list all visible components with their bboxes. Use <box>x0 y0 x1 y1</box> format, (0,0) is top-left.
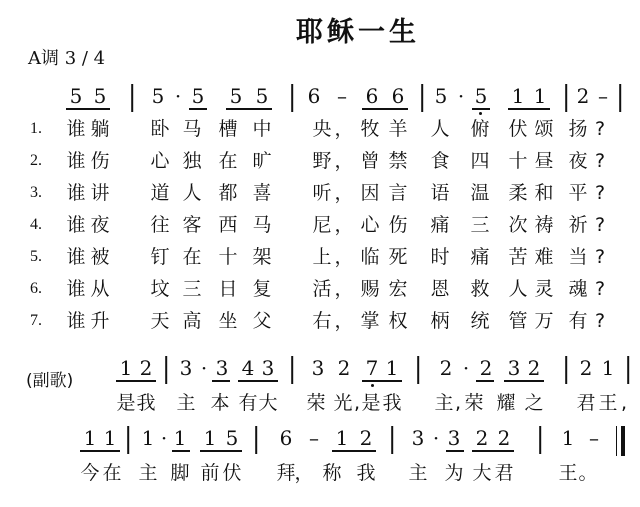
lyric-char: 是 <box>116 392 136 414</box>
note: 5 <box>191 84 205 108</box>
underline <box>66 108 110 110</box>
verse-number: 6. <box>30 280 42 297</box>
lyric-char: 和 <box>534 182 554 204</box>
lyric-char: 人 <box>508 278 528 300</box>
lyric-char: 槽 <box>218 118 238 140</box>
dash: – <box>589 426 599 450</box>
lyric-char: 苦 <box>508 246 528 268</box>
key-signature: A调 3 / 4 <box>28 48 106 69</box>
note: 2 <box>337 356 351 380</box>
lyric-char: 人 <box>430 118 450 140</box>
note: 2 <box>527 356 541 380</box>
note: 2 <box>479 356 493 380</box>
note: 3 <box>179 356 193 380</box>
lyric-char: 权 <box>388 310 408 332</box>
lyric-char: 当 <box>568 246 588 268</box>
lyric-punct: ? <box>594 150 606 172</box>
lyric-char: 谁 <box>66 278 86 300</box>
note: 7 <box>365 356 379 380</box>
lyric-punct: , <box>454 392 462 414</box>
lyric-char: 食 <box>430 150 450 172</box>
verse-number: 3. <box>30 184 42 201</box>
lyric-char: 都 <box>218 182 238 204</box>
verse-number: 2. <box>30 152 42 169</box>
lyric-char: 伤 <box>388 214 408 236</box>
lyric-char: 之 <box>524 392 544 414</box>
lyric-char: 掌 <box>360 310 380 332</box>
lyric-char: 荣 <box>464 392 484 414</box>
lyric-char: 坟 <box>150 278 170 300</box>
lyric-char: 耀 <box>496 392 516 414</box>
verse-line-5 <box>0 246 640 270</box>
note: 2 <box>576 84 590 108</box>
final-barline-thick <box>621 426 625 456</box>
underline <box>508 108 550 110</box>
note: 1 <box>601 356 615 380</box>
note: 1 <box>385 356 399 380</box>
lyric-char: 架 <box>252 246 272 268</box>
lyric-char: 万 <box>534 310 554 332</box>
lyric-char: 躺 <box>90 118 110 140</box>
underline <box>116 380 156 382</box>
barline <box>127 426 129 454</box>
lyric-char: 四 <box>470 150 490 172</box>
lyric-punct: ， <box>334 310 354 332</box>
underline <box>472 450 514 452</box>
note: 3 <box>411 426 425 450</box>
lyric-char: 谁 <box>66 182 86 204</box>
lyric-char: 尼 <box>312 214 332 236</box>
verse-melody-line <box>0 84 640 114</box>
lyric-char: 伏 <box>222 462 242 484</box>
lyric-char: 活 <box>312 278 332 300</box>
verse-line-4 <box>0 214 640 238</box>
dot: · <box>457 84 465 108</box>
verse-line-2 <box>0 150 640 174</box>
lyric-char: 柔 <box>508 182 528 204</box>
lyric-char: 在 <box>218 150 238 172</box>
lyric-punct: ? <box>594 118 606 140</box>
lyric-char: 平 <box>568 182 588 204</box>
underline <box>238 380 278 382</box>
lyric-char: 扬 <box>568 118 588 140</box>
note: 3 <box>311 356 325 380</box>
lyric-punct: ， <box>334 182 354 204</box>
lyric-char: 西 <box>218 214 238 236</box>
barline <box>627 356 629 384</box>
note: 2 <box>439 356 453 380</box>
lyric-punct: ， <box>334 246 354 268</box>
lyric-char: 喜 <box>252 182 272 204</box>
chorus-melody-line-2 <box>0 426 640 456</box>
lyric-char: 谁 <box>66 214 86 236</box>
lyric-char: 赐 <box>360 278 380 300</box>
lyric-char: 父 <box>252 310 272 332</box>
verse-number: 4. <box>30 216 42 233</box>
lyric-char: 我 <box>136 392 156 414</box>
lyric-punct: ? <box>594 278 606 300</box>
dot: · <box>462 356 470 380</box>
lyric-char: 马 <box>182 118 202 140</box>
lyric-char: 是 <box>361 392 381 414</box>
lyric-punct: 。 <box>578 462 598 484</box>
underline <box>212 380 230 382</box>
chorus-lyrics-2 <box>0 462 640 486</box>
verse-line-1 <box>0 118 640 142</box>
lyric-char: 主 <box>176 392 196 414</box>
lyric-char: 曾 <box>360 150 380 172</box>
lyric-char: 天 <box>150 310 170 332</box>
barline <box>421 84 423 112</box>
verse-number: 1. <box>30 120 42 137</box>
underline <box>200 450 242 452</box>
lyric-char: 禁 <box>388 150 408 172</box>
lyric-char: 统 <box>470 310 490 332</box>
dot: · <box>200 356 208 380</box>
verse-number: 5. <box>30 248 42 265</box>
lyric-char: 伤 <box>90 150 110 172</box>
lyric-char: 右 <box>312 310 332 332</box>
lyric-char: 管 <box>508 310 528 332</box>
note: 6 <box>307 84 321 108</box>
lyric-char: 人 <box>182 182 202 204</box>
underline <box>472 108 490 110</box>
lyric-char: 道 <box>150 182 170 204</box>
note: 3 <box>261 356 275 380</box>
final-barline-thin <box>616 426 617 456</box>
lyric-char: 谁 <box>66 118 86 140</box>
lyric-char: 我 <box>356 462 376 484</box>
lyric-char: 拜 <box>276 462 296 484</box>
barline <box>291 356 293 384</box>
lyric-char: 王 <box>598 392 618 414</box>
lyric-char: 日 <box>218 278 238 300</box>
barline <box>165 356 167 384</box>
note: 5 <box>229 84 243 108</box>
lyric-char: 君 <box>494 462 514 484</box>
lyric-char: 伏 <box>508 118 528 140</box>
barline <box>619 84 621 112</box>
lyric-punct: , <box>620 392 628 414</box>
lyric-char: 马 <box>252 214 272 236</box>
lyric-punct: ? <box>594 214 606 236</box>
lyric-punct: ， <box>334 278 354 300</box>
lyric-char: 时 <box>430 246 450 268</box>
lyric-char: 前 <box>200 462 220 484</box>
lyric-char: 坐 <box>218 310 238 332</box>
note: 1 <box>335 426 349 450</box>
lyric-char: 次 <box>508 214 528 236</box>
lyric-char: 光 <box>333 392 353 414</box>
barline <box>391 426 393 454</box>
lyric-char: 我 <box>382 392 402 414</box>
note: 1 <box>511 84 525 108</box>
dash: – <box>309 426 319 450</box>
lyric-char: 有 <box>238 392 258 414</box>
note: 2 <box>579 356 593 380</box>
lyric-char: 主 <box>138 462 158 484</box>
verse-number: 7. <box>30 312 42 329</box>
lyric-char: 野 <box>312 150 332 172</box>
lyric-punct: ， <box>294 462 314 484</box>
lyric-char: 本 <box>210 392 230 414</box>
dash: – <box>337 84 347 108</box>
note: 1 <box>203 426 217 450</box>
lyric-char: 昼 <box>534 150 554 172</box>
lyric-char: 讲 <box>90 182 110 204</box>
lyric-char: 魂 <box>568 278 588 300</box>
lyric-char: 羊 <box>388 118 408 140</box>
note: 2 <box>359 426 373 450</box>
note: 3 <box>215 356 229 380</box>
lyric-char: 三 <box>182 278 202 300</box>
lyric-char: 在 <box>102 462 122 484</box>
lyric-char: 王 <box>558 462 578 484</box>
chorus-melody-line-1 <box>0 356 640 386</box>
lyric-char: 独 <box>182 150 202 172</box>
note: 1 <box>83 426 97 450</box>
barline <box>565 84 567 112</box>
lyric-char: 祷 <box>534 214 554 236</box>
note: 1 <box>119 356 133 380</box>
note: 1 <box>561 426 575 450</box>
lyric-char: 听 <box>312 182 332 204</box>
lyric-char: 温 <box>470 182 490 204</box>
lyric-char: 心 <box>150 150 170 172</box>
barline <box>539 426 541 454</box>
dot: · <box>432 426 440 450</box>
lyric-char: 心 <box>360 214 380 236</box>
note: 6 <box>279 426 293 450</box>
barline <box>565 356 567 384</box>
octave-dot <box>479 112 482 115</box>
underline <box>362 108 408 110</box>
lyric-char: 上 <box>312 246 332 268</box>
dot: · <box>174 84 182 108</box>
verse-line-6 <box>0 278 640 302</box>
underline <box>226 108 272 110</box>
lyric-char: 谁 <box>66 246 86 268</box>
underline <box>362 380 402 382</box>
lyric-char: 夜 <box>90 214 110 236</box>
lyric-char: 因 <box>360 182 380 204</box>
lyric-char: 钉 <box>150 246 170 268</box>
note: 5 <box>93 84 107 108</box>
lyric-char: 救 <box>470 278 490 300</box>
dash: – <box>598 84 608 108</box>
note: 1 <box>103 426 117 450</box>
lyric-char: 灵 <box>534 278 554 300</box>
note: 2 <box>497 426 511 450</box>
underline <box>332 450 376 452</box>
lyric-char: 死 <box>388 246 408 268</box>
lyric-char: 在 <box>182 246 202 268</box>
underline <box>80 450 120 452</box>
lyric-char: 柄 <box>430 310 450 332</box>
note: 1 <box>173 426 187 450</box>
barline <box>131 84 133 112</box>
lyric-char: 牧 <box>360 118 380 140</box>
lyric-char: 君 <box>576 392 596 414</box>
chorus-lyrics-1 <box>0 392 640 416</box>
note: 3 <box>507 356 521 380</box>
lyric-char: 大 <box>472 462 492 484</box>
lyric-char: 祈 <box>568 214 588 236</box>
note: 2 <box>139 356 153 380</box>
lyric-char: 言 <box>388 182 408 204</box>
lyric-punct: ， <box>334 214 354 236</box>
dot: · <box>160 426 168 450</box>
lyric-char: 复 <box>252 278 272 300</box>
lyric-punct: ? <box>594 246 606 268</box>
lyric-char: 谁 <box>66 310 86 332</box>
note: 6 <box>391 84 405 108</box>
octave-dot <box>371 384 374 387</box>
underline <box>476 380 494 382</box>
lyric-char: 主 <box>434 392 454 414</box>
lyric-char: 十 <box>508 150 528 172</box>
lyric-punct: ? <box>594 310 606 332</box>
underline <box>172 450 190 452</box>
lyric-char: 有 <box>568 310 588 332</box>
lyric-char: 恩 <box>430 278 450 300</box>
note: 5 <box>474 84 488 108</box>
lyric-char: 荣 <box>306 392 326 414</box>
lyric-char: 今 <box>80 462 100 484</box>
note: 5 <box>69 84 83 108</box>
lyric-punct: ， <box>334 118 354 140</box>
lyric-char: 央 <box>312 118 332 140</box>
note: 3 <box>447 426 461 450</box>
underline <box>504 380 544 382</box>
barline <box>255 426 257 454</box>
underline <box>446 450 464 452</box>
note: 5 <box>255 84 269 108</box>
lyric-punct: ， <box>334 150 354 172</box>
lyric-char: 往 <box>150 214 170 236</box>
lyric-char: 中 <box>252 118 272 140</box>
lyric-char: 旷 <box>252 150 272 172</box>
lyric-char: 谁 <box>66 150 86 172</box>
lyric-char: 被 <box>90 246 110 268</box>
lyric-char: 高 <box>182 310 202 332</box>
lyric-char: 颂 <box>534 118 554 140</box>
lyric-char: 语 <box>430 182 450 204</box>
note: 2 <box>475 426 489 450</box>
note: 6 <box>365 84 379 108</box>
song-title: 耶稣一生 <box>296 17 420 48</box>
barline <box>417 356 419 384</box>
note: 5 <box>434 84 448 108</box>
lyric-punct: , <box>353 392 361 414</box>
note: 5 <box>225 426 239 450</box>
lyric-char: 为 <box>444 462 464 484</box>
chorus-label: (副歌) <box>26 371 74 391</box>
note: 4 <box>241 356 255 380</box>
lyric-char: 十 <box>218 246 238 268</box>
lyric-char: 痛 <box>470 246 490 268</box>
lyric-char: 脚 <box>170 462 190 484</box>
note: 1 <box>141 426 155 450</box>
lyric-char: 称 <box>322 462 342 484</box>
lyric-punct: ? <box>594 182 606 204</box>
verse-line-7 <box>0 310 640 334</box>
lyric-char: 从 <box>90 278 110 300</box>
lyric-char: 痛 <box>430 214 450 236</box>
lyric-char: 夜 <box>568 150 588 172</box>
lyric-char: 难 <box>534 246 554 268</box>
note: 5 <box>151 84 165 108</box>
lyric-char: 客 <box>182 214 202 236</box>
barline <box>291 84 293 112</box>
verse-line-3 <box>0 182 640 206</box>
lyric-char: 临 <box>360 246 380 268</box>
underline <box>189 108 207 110</box>
lyric-char: 卧 <box>150 118 170 140</box>
note: 1 <box>533 84 547 108</box>
lyric-char: 主 <box>408 462 428 484</box>
lyric-char: 宏 <box>388 278 408 300</box>
lyric-char: 三 <box>470 214 490 236</box>
lyric-char: 大 <box>258 392 278 414</box>
lyric-char: 俯 <box>470 118 490 140</box>
lyric-char: 升 <box>90 310 110 332</box>
